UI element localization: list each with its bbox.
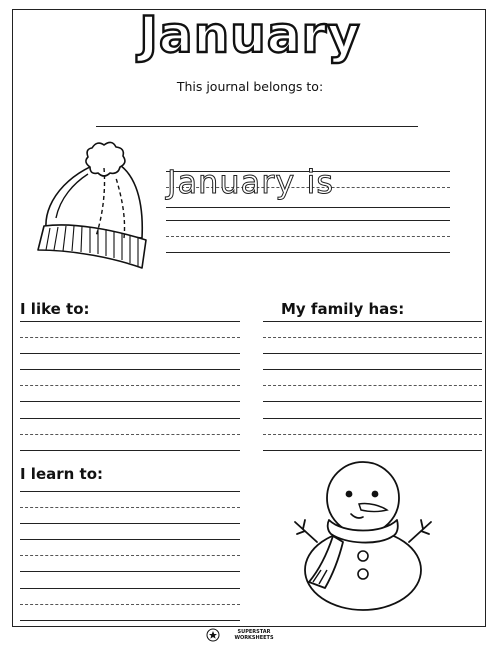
like-line[interactable] bbox=[20, 418, 240, 419]
learn-line[interactable] bbox=[20, 523, 240, 524]
prompt-base-line[interactable] bbox=[166, 207, 450, 208]
like-line[interactable] bbox=[20, 369, 240, 370]
footer-brand-line1: SUPERSTAR bbox=[237, 629, 271, 635]
footer-brand-line2: WORKSHEETS bbox=[234, 635, 274, 641]
family-label: My family has: bbox=[281, 300, 405, 318]
family-line[interactable] bbox=[263, 450, 482, 451]
family-dash bbox=[263, 337, 482, 338]
learn-line[interactable] bbox=[20, 620, 240, 621]
learn-line[interactable] bbox=[20, 588, 240, 589]
family-line[interactable] bbox=[263, 369, 482, 370]
family-line[interactable] bbox=[263, 401, 482, 402]
like-dash bbox=[20, 385, 240, 386]
learn-line[interactable] bbox=[20, 571, 240, 572]
learn-dash bbox=[20, 604, 240, 605]
like-line[interactable] bbox=[20, 353, 240, 354]
writing-line[interactable] bbox=[166, 220, 450, 221]
snowman-icon bbox=[283, 458, 443, 618]
traced-prompt-text: January is bbox=[167, 163, 335, 201]
like-dash bbox=[20, 434, 240, 435]
like-dash bbox=[20, 337, 240, 338]
family-line[interactable] bbox=[263, 353, 482, 354]
learn-dash bbox=[20, 555, 240, 556]
like-line[interactable] bbox=[20, 450, 240, 451]
like-line[interactable] bbox=[20, 321, 240, 322]
like-line[interactable] bbox=[20, 401, 240, 402]
footer-brand bbox=[4, 629, 500, 641]
learn-line[interactable] bbox=[20, 539, 240, 540]
family-dash bbox=[263, 385, 482, 386]
winter-hat-icon bbox=[34, 138, 159, 273]
learn-dash bbox=[20, 507, 240, 508]
learn-line[interactable] bbox=[20, 491, 240, 492]
writing-line[interactable] bbox=[166, 252, 450, 253]
like-label: I like to: bbox=[20, 300, 90, 318]
family-line[interactable] bbox=[263, 418, 482, 419]
belongs-to-label: This journal belongs to: bbox=[176, 79, 324, 94]
writing-dash-line bbox=[166, 236, 450, 237]
family-dash bbox=[263, 434, 482, 435]
family-line[interactable] bbox=[263, 321, 482, 322]
name-writing-line[interactable] bbox=[96, 126, 418, 127]
learn-label: I learn to: bbox=[20, 465, 104, 483]
page-title: January bbox=[139, 6, 361, 64]
